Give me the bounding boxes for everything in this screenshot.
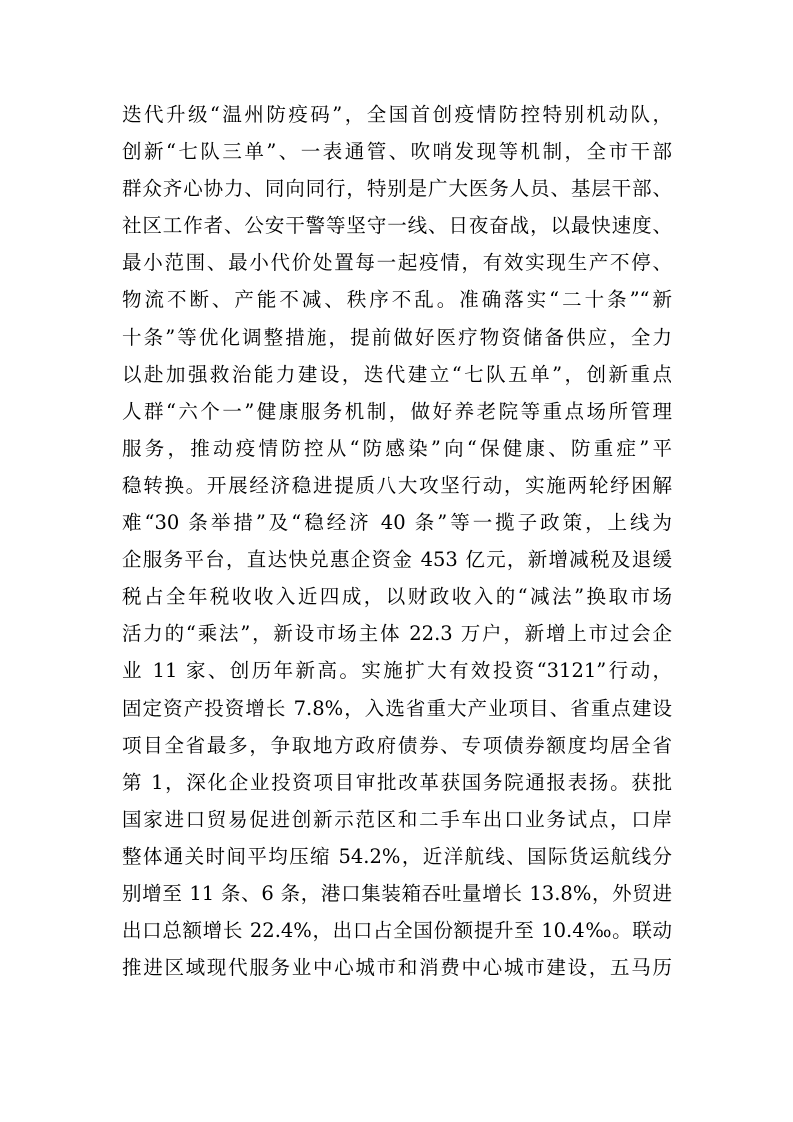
text-line: 稳转换。开展经济稳进提质八大攻坚行动，实施两轮纾困解 bbox=[122, 473, 672, 497]
text-line: 推进区域现代服务业中心城市和消费中心城市建设，五马历 bbox=[122, 956, 672, 980]
text-line: 创新“七队三单”、一表通管、吹哨发现等机制，全市干部 bbox=[122, 140, 672, 164]
text-line: 社区工作者、公安干警等坚守一线、日夜奋战，以最快速度、 bbox=[122, 214, 672, 238]
text-line: 物流不断、产能不减、秩序不乱。准确落实“二十条”“新 bbox=[122, 288, 672, 312]
text-line: 企服务平台，直达快兑惠企资金 453 亿元，新增减税及退缓 bbox=[122, 548, 672, 572]
text-line: 活力的“乘法”，新设市场主体 22.3 万户，新增上市过会企 bbox=[122, 622, 672, 646]
text-line: 服务，推动疫情防控从“防感染”向“保健康、防重症”平 bbox=[122, 436, 672, 460]
text-line: 难“30 条举措”及“稳经济 40 条”等一揽子政策，上线为 bbox=[122, 511, 672, 535]
text-line: 税占全年税收收入近四成，以财政收入的“减法”换取市场 bbox=[122, 585, 672, 609]
text-line: 人群“六个一”健康服务机制，做好养老院等重点场所管理 bbox=[122, 399, 672, 423]
text-line: 别增至 11 条、6 条，港口集装箱吞吐量增长 13.8%，外贸进 bbox=[122, 881, 672, 905]
text-line: 十条”等优化调整措施，提前做好医疗物资储备供应，全力 bbox=[122, 325, 672, 349]
text-line: 固定资产投资增长 7.8%，入选省重大产业项目、省重点建设 bbox=[122, 696, 672, 720]
text-line: 项目全省最多，争取地方政府债券、专项债券额度均居全省 bbox=[122, 733, 672, 757]
text-line: 第 1，深化企业投资项目审批改革获国务院通报表扬。获批 bbox=[122, 770, 672, 794]
text-line: 整体通关时间平均压缩 54.2%，近洋航线、国际货运航线分 bbox=[122, 844, 672, 868]
text-line: 以赴加强救治能力建设，迭代建立“七队五单”，创新重点 bbox=[122, 362, 672, 386]
text-line: 迭代升级“温州防疫码”，全国首创疫情防控特别机动队， bbox=[122, 103, 672, 126]
text-line: 业 11 家、创历年新高。实施扩大有效投资“3121”行动， bbox=[122, 659, 672, 683]
text-line: 出口总额增长 22.4%，出口占全国份额提升至 10.4‰。联动 bbox=[122, 919, 672, 943]
text-line: 最小范围、最小代价处置每一起疫情，有效实现生产不停、 bbox=[122, 251, 672, 275]
text-line: 国家进口贸易促进创新示范区和二手车出口业务试点，口岸 bbox=[122, 807, 672, 831]
body-paragraph bbox=[122, 96, 672, 986]
text-line: 群众齐心协力、同向同行，特别是广大医务人员、基层干部、 bbox=[122, 177, 672, 201]
